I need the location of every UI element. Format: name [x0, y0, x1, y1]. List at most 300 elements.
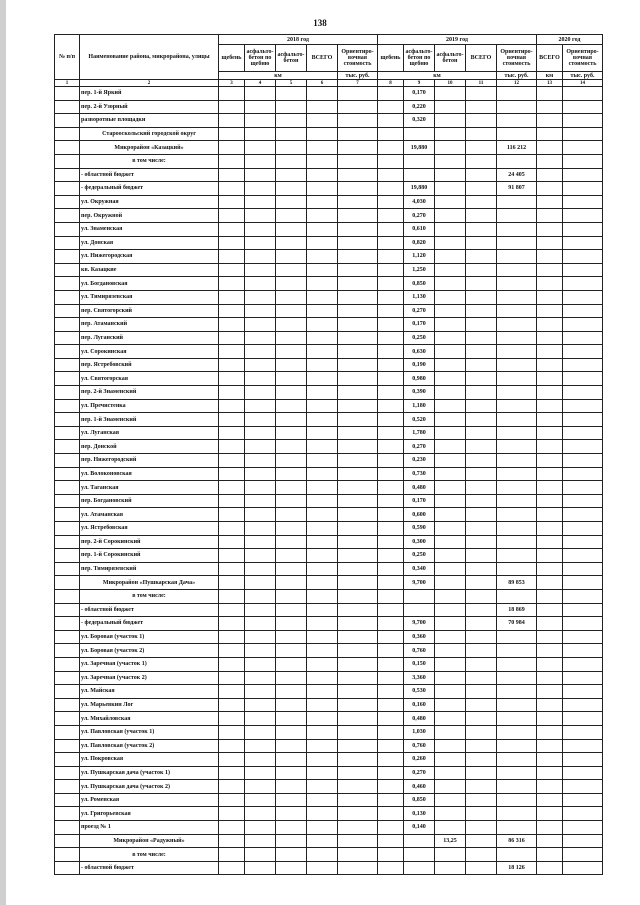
empty-cell — [563, 630, 603, 644]
empty-cell — [219, 114, 245, 128]
cell-2019-asphalt-gravel: 0,270 — [404, 766, 435, 780]
empty-cell — [466, 834, 497, 848]
empty-cell — [563, 848, 603, 862]
empty-cell — [55, 209, 80, 223]
empty-cell — [276, 222, 307, 236]
empty-cell — [276, 440, 307, 454]
cell-2019-asphalt-gravel: 9,700 — [404, 576, 435, 590]
cell-2019-cost — [497, 195, 537, 209]
empty-cell — [378, 834, 404, 848]
empty-cell — [378, 712, 404, 726]
empty-cell — [537, 522, 563, 536]
empty-cell — [466, 685, 497, 699]
empty-cell — [245, 834, 276, 848]
empty-cell — [245, 467, 276, 481]
empty-cell — [245, 290, 276, 304]
empty-cell — [55, 195, 80, 209]
empty-cell — [466, 535, 497, 549]
empty-cell — [466, 780, 497, 794]
empty-cell — [55, 154, 80, 168]
empty-cell — [563, 467, 603, 481]
empty-cell — [338, 440, 378, 454]
empty-cell — [55, 386, 80, 400]
empty-cell — [307, 318, 338, 332]
cell-2019-asphalt — [435, 209, 466, 223]
empty-cell — [276, 263, 307, 277]
empty-cell — [537, 549, 563, 563]
empty-cell — [219, 793, 245, 807]
empty-cell — [307, 386, 338, 400]
empty-cell — [55, 263, 80, 277]
cell-2019-cost — [497, 399, 537, 413]
cell-2019-cost — [497, 685, 537, 699]
empty-cell — [276, 182, 307, 196]
empty-cell — [378, 535, 404, 549]
empty-cell — [55, 848, 80, 862]
empty-cell — [245, 861, 276, 875]
empty-cell — [338, 304, 378, 318]
empty-cell — [276, 821, 307, 835]
cell-2019-asphalt-gravel: 1,130 — [404, 290, 435, 304]
cell-2019-asphalt — [435, 236, 466, 250]
empty-cell — [55, 331, 80, 345]
cell-2019-cost: 24 405 — [497, 168, 537, 182]
cell-2019-asphalt — [435, 250, 466, 264]
cell-2019-cost — [497, 494, 537, 508]
cell-2019-cost — [497, 318, 537, 332]
cell-2019-asphalt-gravel: 0,340 — [404, 562, 435, 576]
row-name: - областной бюджет — [80, 861, 219, 875]
empty-cell — [307, 698, 338, 712]
empty-cell — [307, 739, 338, 753]
empty-cell — [245, 494, 276, 508]
table-row — [55, 861, 603, 875]
empty-cell — [378, 277, 404, 291]
cell-2019-asphalt-gravel — [404, 861, 435, 875]
empty-cell — [378, 644, 404, 658]
empty-cell — [338, 671, 378, 685]
cell-2019-asphalt-gravel: 0,160 — [404, 698, 435, 712]
empty-cell — [563, 821, 603, 835]
empty-cell — [276, 195, 307, 209]
cell-2019-asphalt — [435, 807, 466, 821]
cell-2019-asphalt-gravel: 19,880 — [404, 182, 435, 196]
column-number: 2 — [80, 80, 219, 87]
cell-2019-asphalt-gravel: 0,480 — [404, 481, 435, 495]
empty-cell — [563, 127, 603, 141]
cell-2019-asphalt-gravel: 0,300 — [404, 535, 435, 549]
empty-cell — [245, 127, 276, 141]
table-row — [55, 617, 603, 631]
empty-cell — [245, 793, 276, 807]
header-year-2020: 2020 год — [537, 35, 603, 45]
empty-cell — [466, 426, 497, 440]
empty-cell — [219, 603, 245, 617]
row-name: ул. Покровская — [80, 753, 219, 767]
empty-cell — [563, 535, 603, 549]
row-name: ул. Роменская — [80, 793, 219, 807]
empty-cell — [307, 494, 338, 508]
empty-cell — [307, 562, 338, 576]
row-name: - федеральный бюджет — [80, 182, 219, 196]
empty-cell — [307, 154, 338, 168]
empty-cell — [307, 753, 338, 767]
empty-cell — [378, 222, 404, 236]
empty-cell — [466, 549, 497, 563]
table-row — [55, 154, 603, 168]
empty-cell — [378, 263, 404, 277]
row-name: ул. Сорокинская — [80, 345, 219, 359]
empty-cell — [563, 87, 603, 101]
cell-2019-asphalt — [435, 127, 466, 141]
empty-cell — [563, 562, 603, 576]
empty-cell — [378, 725, 404, 739]
empty-cell — [338, 644, 378, 658]
empty-cell — [338, 127, 378, 141]
empty-cell — [466, 753, 497, 767]
empty-cell — [537, 698, 563, 712]
empty-cell — [338, 454, 378, 468]
cell-2019-asphalt-gravel: 0,270 — [404, 209, 435, 223]
empty-cell — [307, 250, 338, 264]
cell-2019-asphalt-gravel: 0,390 — [404, 386, 435, 400]
column-number: 7 — [338, 80, 378, 87]
empty-cell — [219, 780, 245, 794]
table-row — [55, 725, 603, 739]
column-number: 14 — [563, 80, 603, 87]
empty-cell — [219, 236, 245, 250]
empty-cell — [245, 141, 276, 155]
empty-cell — [378, 671, 404, 685]
header-2019-gravel: щебень — [378, 45, 404, 72]
empty-cell — [276, 100, 307, 114]
cell-2019-asphalt — [435, 141, 466, 155]
cell-2019-cost — [497, 562, 537, 576]
empty-cell — [245, 372, 276, 386]
column-number: 9 — [404, 80, 435, 87]
empty-cell — [307, 766, 338, 780]
empty-cell — [245, 848, 276, 862]
row-name: проезд № 1 — [80, 821, 219, 835]
empty-cell — [245, 508, 276, 522]
empty-cell — [537, 467, 563, 481]
empty-cell — [563, 522, 603, 536]
empty-cell — [537, 793, 563, 807]
empty-cell — [338, 154, 378, 168]
empty-cell — [466, 848, 497, 862]
cell-2019-asphalt-gravel: 0,190 — [404, 358, 435, 372]
empty-cell — [219, 617, 245, 631]
empty-cell — [307, 426, 338, 440]
empty-cell — [563, 617, 603, 631]
cell-2019-asphalt-gravel: 0,230 — [404, 454, 435, 468]
empty-cell — [563, 304, 603, 318]
empty-cell — [466, 250, 497, 264]
empty-cell — [563, 753, 603, 767]
cell-2019-asphalt — [435, 522, 466, 536]
cell-2019-cost: 70 984 — [497, 617, 537, 631]
empty-cell — [537, 712, 563, 726]
cell-2019-cost — [497, 372, 537, 386]
header-year-2019: 2019 год — [378, 35, 537, 45]
empty-cell — [55, 454, 80, 468]
empty-cell — [55, 603, 80, 617]
cell-2019-cost — [497, 644, 537, 658]
row-name: ул. Боровая (участок 2) — [80, 644, 219, 658]
empty-cell — [563, 236, 603, 250]
empty-cell — [55, 834, 80, 848]
cell-2019-asphalt — [435, 277, 466, 291]
empty-cell — [537, 821, 563, 835]
empty-cell — [537, 440, 563, 454]
empty-cell — [338, 413, 378, 427]
cell-2019-asphalt-gravel — [404, 154, 435, 168]
cell-2019-cost — [497, 793, 537, 807]
empty-cell — [466, 236, 497, 250]
row-name: пер. 2-й Узорный — [80, 100, 219, 114]
row-name: пер. Богдановский — [80, 494, 219, 508]
empty-cell — [563, 168, 603, 182]
empty-cell — [245, 753, 276, 767]
table-row — [55, 250, 603, 264]
empty-cell — [378, 182, 404, 196]
row-name: Микрорайон «Казацкий» — [80, 141, 219, 155]
empty-cell — [307, 263, 338, 277]
empty-cell — [276, 603, 307, 617]
empty-cell — [466, 358, 497, 372]
row-name: ул. Пушкарская дача (участок 2) — [80, 780, 219, 794]
empty-cell — [378, 698, 404, 712]
cell-2019-cost — [497, 304, 537, 318]
empty-cell — [563, 834, 603, 848]
empty-cell — [245, 725, 276, 739]
empty-cell — [276, 481, 307, 495]
empty-cell — [563, 372, 603, 386]
empty-cell — [245, 87, 276, 101]
empty-cell — [307, 671, 338, 685]
empty-cell — [563, 250, 603, 264]
empty-cell — [55, 250, 80, 264]
empty-cell — [276, 508, 307, 522]
empty-cell — [276, 467, 307, 481]
row-name: пер. 1-й Сорокинский — [80, 549, 219, 563]
table-row — [55, 630, 603, 644]
cell-2019-asphalt — [435, 481, 466, 495]
row-name: пер. Донской — [80, 440, 219, 454]
column-number: 11 — [466, 80, 497, 87]
empty-cell — [219, 821, 245, 835]
empty-cell — [307, 821, 338, 835]
cell-2019-asphalt-gravel: 1,250 — [404, 263, 435, 277]
empty-cell — [338, 277, 378, 291]
row-name: в том числе: — [80, 589, 219, 603]
empty-cell — [563, 603, 603, 617]
row-name: ул. Павловская (участок 2) — [80, 739, 219, 753]
table-row — [55, 753, 603, 767]
cell-2019-asphalt — [435, 114, 466, 128]
empty-cell — [466, 277, 497, 291]
empty-cell — [55, 535, 80, 549]
empty-cell — [307, 454, 338, 468]
empty-cell — [55, 793, 80, 807]
empty-cell — [55, 222, 80, 236]
empty-cell — [338, 168, 378, 182]
row-name: - областной бюджет — [80, 603, 219, 617]
empty-cell — [307, 535, 338, 549]
empty-cell — [563, 277, 603, 291]
empty-cell — [307, 712, 338, 726]
empty-cell — [338, 780, 378, 794]
cell-2019-cost — [497, 657, 537, 671]
empty-cell — [563, 331, 603, 345]
column-numbers-row — [55, 80, 603, 87]
empty-cell — [378, 467, 404, 481]
empty-cell — [276, 141, 307, 155]
empty-cell — [55, 182, 80, 196]
empty-cell — [537, 222, 563, 236]
cell-2019-asphalt — [435, 739, 466, 753]
empty-cell — [378, 426, 404, 440]
empty-cell — [219, 358, 245, 372]
empty-cell — [276, 685, 307, 699]
row-name: ул. Донская — [80, 236, 219, 250]
empty-cell — [307, 630, 338, 644]
empty-cell — [276, 535, 307, 549]
empty-cell — [537, 114, 563, 128]
empty-cell — [245, 358, 276, 372]
cell-2019-cost: 18 126 — [497, 861, 537, 875]
empty-cell — [245, 100, 276, 114]
empty-cell — [378, 589, 404, 603]
row-name: ул. Знаменская — [80, 222, 219, 236]
cell-2019-cost — [497, 127, 537, 141]
empty-cell — [466, 318, 497, 332]
empty-cell — [219, 154, 245, 168]
empty-cell — [276, 848, 307, 862]
cell-2019-asphalt — [435, 657, 466, 671]
empty-cell — [563, 793, 603, 807]
table-row — [55, 290, 603, 304]
cell-2019-cost — [497, 358, 537, 372]
empty-cell — [466, 345, 497, 359]
empty-cell — [537, 413, 563, 427]
empty-cell — [276, 671, 307, 685]
cell-2019-cost — [497, 753, 537, 767]
empty-cell — [378, 168, 404, 182]
empty-cell — [219, 426, 245, 440]
table-row — [55, 222, 603, 236]
empty-cell — [245, 821, 276, 835]
empty-cell — [276, 793, 307, 807]
empty-cell — [276, 712, 307, 726]
empty-cell — [55, 141, 80, 155]
cell-2019-asphalt — [435, 766, 466, 780]
empty-cell — [537, 589, 563, 603]
empty-cell — [378, 685, 404, 699]
empty-cell — [307, 725, 338, 739]
cell-2019-cost — [497, 589, 537, 603]
empty-cell — [338, 739, 378, 753]
empty-cell — [219, 576, 245, 590]
cell-2019-asphalt — [435, 467, 466, 481]
empty-cell — [307, 576, 338, 590]
cell-2019-asphalt — [435, 603, 466, 617]
table-row — [55, 494, 603, 508]
empty-cell — [378, 861, 404, 875]
empty-cell — [338, 562, 378, 576]
cell-2019-asphalt — [435, 413, 466, 427]
cell-2019-cost: 18 869 — [497, 603, 537, 617]
empty-cell — [378, 195, 404, 209]
empty-cell — [466, 304, 497, 318]
empty-cell — [378, 318, 404, 332]
empty-cell — [276, 753, 307, 767]
column-number: 12 — [497, 80, 537, 87]
cell-2019-asphalt — [435, 440, 466, 454]
empty-cell — [338, 848, 378, 862]
empty-cell — [307, 277, 338, 291]
empty-cell — [219, 589, 245, 603]
cell-2019-asphalt-gravel: 1,180 — [404, 399, 435, 413]
empty-cell — [55, 576, 80, 590]
table-row — [55, 698, 603, 712]
empty-cell — [219, 494, 245, 508]
empty-cell — [219, 141, 245, 155]
empty-cell — [276, 236, 307, 250]
table-row — [55, 481, 603, 495]
column-number: 1 — [55, 80, 80, 87]
empty-cell — [245, 481, 276, 495]
empty-cell — [378, 549, 404, 563]
empty-cell — [307, 399, 338, 413]
empty-cell — [378, 793, 404, 807]
empty-cell — [466, 386, 497, 400]
empty-cell — [378, 386, 404, 400]
row-name: кв. Казацкие — [80, 263, 219, 277]
empty-cell — [466, 263, 497, 277]
empty-cell — [563, 494, 603, 508]
empty-cell — [245, 657, 276, 671]
cell-2019-asphalt-gravel: 0,270 — [404, 304, 435, 318]
empty-cell — [219, 222, 245, 236]
empty-cell — [55, 372, 80, 386]
row-name: ул. Майская — [80, 685, 219, 699]
row-name: разворотные площадки — [80, 114, 219, 128]
empty-cell — [219, 698, 245, 712]
cell-2019-asphalt-gravel — [404, 834, 435, 848]
empty-cell — [537, 644, 563, 658]
empty-cell — [307, 644, 338, 658]
empty-cell — [537, 685, 563, 699]
header-num: № п/п — [55, 35, 80, 80]
empty-cell — [245, 345, 276, 359]
empty-cell — [563, 685, 603, 699]
empty-cell — [219, 834, 245, 848]
table-row — [55, 739, 603, 753]
row-name: пер. Святогорский — [80, 304, 219, 318]
cell-2019-cost — [497, 712, 537, 726]
empty-cell — [245, 114, 276, 128]
row-name: ул. Атаманская — [80, 508, 219, 522]
empty-cell — [466, 413, 497, 427]
row-name: пер. Окружной — [80, 209, 219, 223]
cell-2019-cost — [497, 345, 537, 359]
empty-cell — [338, 263, 378, 277]
empty-cell — [307, 304, 338, 318]
table-row — [55, 127, 603, 141]
empty-cell — [276, 372, 307, 386]
empty-cell — [338, 141, 378, 155]
